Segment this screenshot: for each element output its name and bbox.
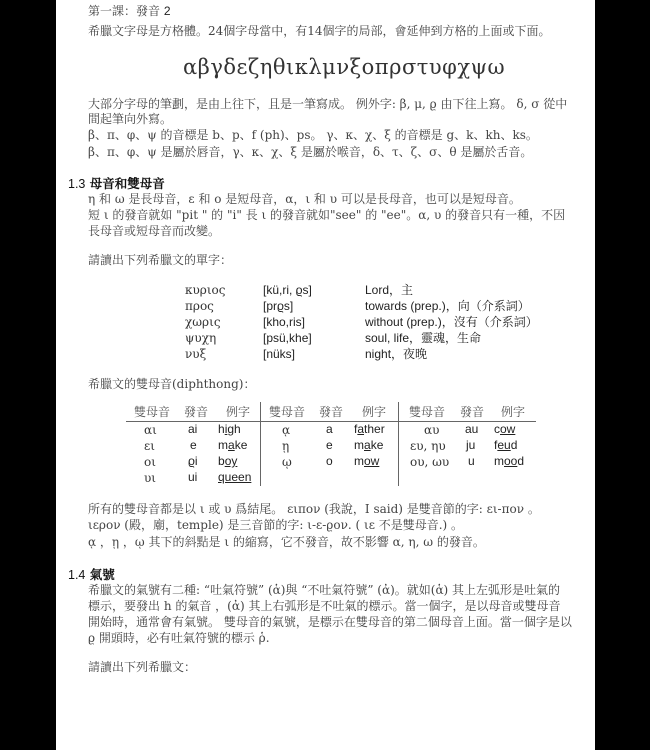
header-pronunciation: 發音 [319, 405, 344, 419]
vocab-pronunciation: [psü,khe] [263, 331, 312, 345]
vocab-greek: ψυχη [185, 331, 217, 345]
header-example: 例字 [226, 405, 251, 419]
phonetic-note: β、π、φ、ψ 的音標是 b、p、f (ph)、ps。 γ、κ、χ、ξ 的音標是 g、k、kh、ks。 [88, 128, 538, 142]
document-page [56, 0, 595, 750]
diphthong-cell: ει [144, 439, 155, 453]
section-heading-1-3 [68, 174, 165, 192]
vocab-meaning: night，夜晚 [365, 347, 428, 361]
diphthong-cell: ου, ωυ [410, 455, 450, 469]
pronunciation-cell: ju [466, 438, 476, 452]
vocab-meaning: towards (prep.)，向（介系詞） [365, 299, 530, 313]
section-title: 氣號 [89, 567, 115, 582]
section-number: 1.3 [68, 177, 86, 191]
diphthong-cell: ᾳ [282, 423, 291, 437]
diphthong-cell: υι [144, 471, 156, 485]
pronunciation-cell: e [190, 438, 197, 452]
lesson-number: 2 [163, 4, 171, 18]
pronunciation-cell: o [326, 454, 333, 468]
vocab-greek: κυριος [185, 283, 226, 297]
pronunciation-cell: u [468, 454, 475, 468]
column-divider [398, 402, 399, 486]
breathing-note-2: 標示，要發出 h 的氣音 ，(ἀ) 其上右弧形是不吐氣的標示。當一個字，是以母音或雙母音 [88, 599, 561, 613]
diphthong-cell: ῳ [282, 455, 292, 469]
diphthong-note-3: ᾳ ，ῃ ，ῳ 其下的斜點是 ι 的縮寫，它不發音，故不影響 α, η, ω 的發音。 [88, 535, 485, 549]
header-diphthong: 雙母音 [409, 405, 446, 419]
header-example: 例字 [501, 405, 526, 419]
section-title: 母音和雙母音 [89, 176, 165, 191]
pronunciation-cell: ϱi [188, 454, 198, 468]
diphthong-cell: αυ [424, 423, 440, 437]
breathing-note-1: 希臘文的氣號有二種: “吐氣符號” (ἁ)與 “不吐氣符號” (ἀ)。就如(ἁ) 其上左弧形是吐氣的 [88, 583, 561, 597]
intro-text: 希臘文字母是方格體。24個字母當中，有14個字的局部，會延伸到方格的上面或下面。 [88, 24, 551, 38]
diphthong-cell: οι [144, 455, 156, 469]
pronunciation-cell: au [465, 422, 479, 436]
vocab-greek: νυξ [185, 347, 207, 361]
example-cell: make [354, 438, 384, 452]
diphthong-cell: αι [144, 423, 157, 437]
vocab-greek: χωρις [185, 315, 221, 329]
greek-alphabet: αβγδεζηθικλμνξοπρστυφχψω [183, 55, 506, 79]
diphthong-cell: ῃ [282, 439, 290, 453]
example-cell: mow [354, 454, 380, 468]
stroke-note-1: 大部分字母的筆劃，是由上往下，且是一筆寫成。 例外字: β, μ, ϱ 由下往上寫。 δ, σ 從中 [88, 97, 568, 111]
vocab-pronunciation: [kho,ris] [263, 315, 306, 329]
example-cell: high [218, 422, 241, 436]
vocab-greek: προς [185, 299, 214, 313]
diphthong-cell: ευ, ηυ [410, 439, 446, 453]
pronunciation-cell: ai [188, 422, 198, 436]
reading-prompt: 請讀出下列希臘文： [88, 660, 197, 674]
diphthong-note-2: ιερον (殿，廟，temple) 是三音節的字: ι-ε-ϱον. ( ιε 不是雙母音.) 。 [88, 518, 464, 532]
vocab-pronunciation: [kü,ri, ϱs] [263, 283, 312, 297]
vocabulary-list [185, 282, 545, 366]
pronunciation-cell: a [326, 422, 333, 436]
breathing-note-3: 開始時，通常會有氣號。 雙母音的氣號，是標示在雙母音的第二個母音上面。當一個字是以 [88, 615, 572, 629]
lesson-title [88, 3, 171, 19]
diphthong-note-1: 所有的雙母音都是以 ι 或 υ 爲結尾。 ειπον (我說，I said) 是雙音節的字: ει-πον 。 [88, 502, 540, 516]
vocab-pronunciation: [nüks] [263, 347, 296, 361]
pronunciation-cell: e [326, 438, 333, 452]
diphthong-table [126, 400, 536, 486]
vocab-meaning: without (prep.)，沒有（介系詞） [365, 315, 538, 329]
example-cell: feud [494, 438, 518, 452]
vowel-note-3: 長母音或短母音而改變。 [88, 224, 221, 238]
breathing-note-4: ϱ 開頭時，必有吐氣符號的標示 ῥ. [88, 631, 270, 645]
example-cell: father [354, 422, 385, 436]
vocab-pronunciation: [prϱs] [263, 299, 294, 313]
section-heading-1-4 [68, 565, 115, 583]
header-pronunciation: 發音 [460, 405, 485, 419]
example-cell: queen [218, 470, 252, 484]
vocab-prompt: 請讀出下列希臘文的單字： [88, 253, 233, 267]
header-example: 例字 [362, 405, 387, 419]
header-pronunciation: 發音 [184, 405, 209, 419]
column-divider [260, 402, 261, 486]
diphthong-label: 希臘文的雙母音(diphthong)： [88, 377, 256, 391]
header-diphthong: 雙母音 [134, 405, 171, 419]
example-cell: cow [494, 422, 516, 436]
lesson-title-text: 第一課：發音 [88, 4, 161, 18]
example-cell: make [218, 438, 248, 452]
pronunciation-cell: ui [188, 470, 198, 484]
vowel-note-1: η 和 ω 是長母音，ε 和 ο 是短母音，α，ι 和 υ 可以是長母音，也可以是短母音。 [88, 192, 521, 206]
section-number: 1.4 [68, 568, 86, 582]
articulation-note: β、π、φ、ψ 是屬於唇音，γ、κ、χ、ξ 是屬於喉音，δ、τ、ζ、σ、θ 是屬於舌音。 [88, 145, 533, 159]
stroke-note-2: 間起筆向外寫。 [88, 112, 173, 126]
header-diphthong: 雙母音 [269, 405, 306, 419]
vocab-meaning: Lord，主 [365, 283, 414, 297]
vocab-meaning: soul, life，靈魂，生命 [365, 331, 482, 345]
vowel-note-2: 短 ι 的發音就如 "pit " 的 "i" 長 ι 的發音就如"see" 的 "ee"。α, υ 的發音只有一種，不因 [88, 208, 566, 222]
example-cell: mood [494, 454, 525, 468]
example-cell: boy [218, 454, 238, 468]
